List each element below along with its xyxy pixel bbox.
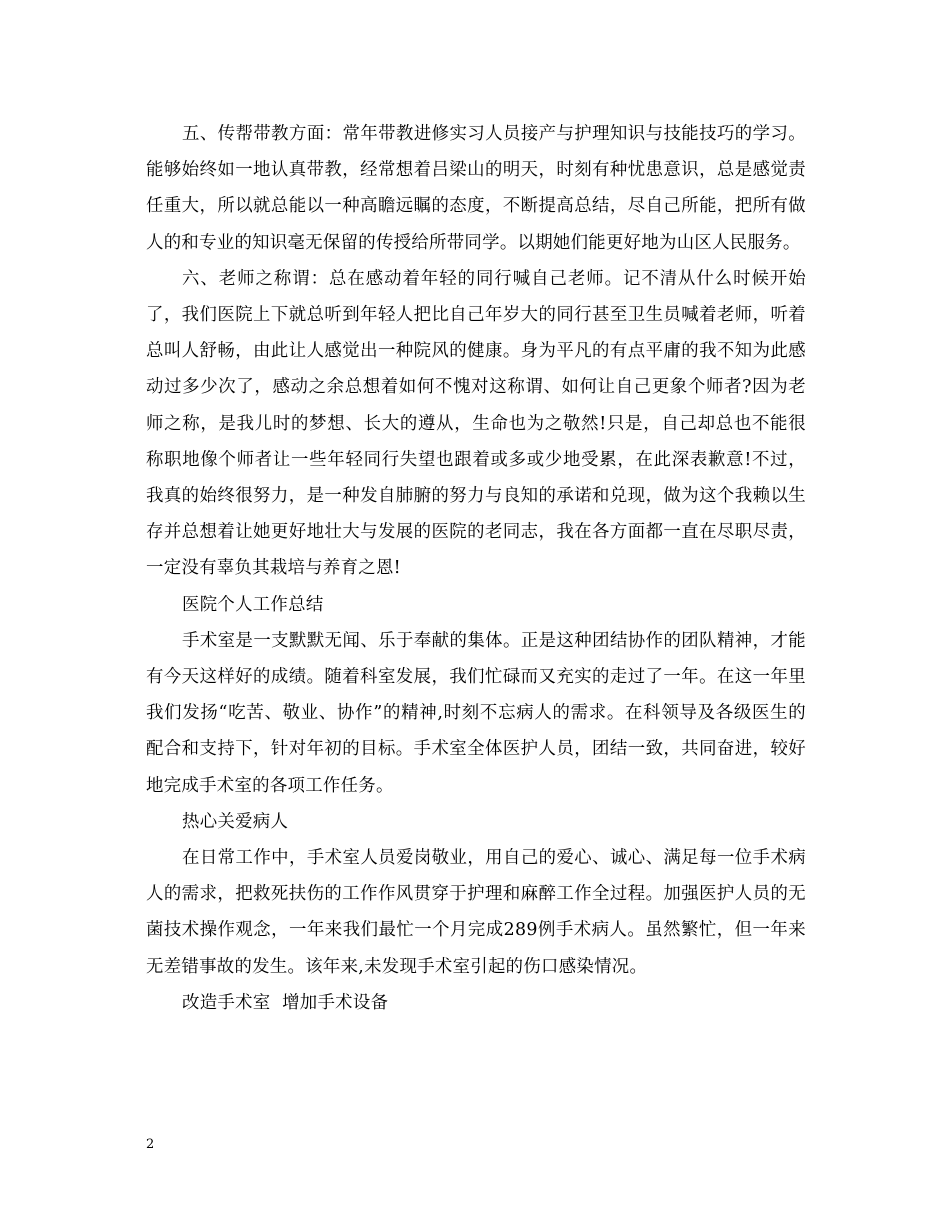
- paragraph-teaching: 五、传帮带教方面：常年带教进修实习人员接产与护理知识与技能技巧的学习。能够始终如一地认真带教，经常想着吕梁山的明天，时刻有种忧患意识，总是感觉责任重大，所以就总能以一种高瞻远瞩的态度，不断提高总结，尽自己所能，把所有做人的和专业的知识毫无保留的传授给所带同学。以期她们能更好地为山区人民服务。: [146, 124, 806, 253]
- paragraph-operating-room-team: 手术室是一支默默无闻、乐于奉献的集体。正是这种团结协作的团队精神，才能有今天这样好的成绩。随着科室发展，我们忙碌而又充实的走过了一年。在这一年里我们发扬“吃苦、敬业、协作”的精神,时刻不忘病人的需求。在科领导及各级医生的配合和支持下，针对年初的目标。手术室全体医护人员，团结一致，共同奋进，较好地完成手术室的各项工作任务。: [146, 630, 806, 796]
- document-body: [146, 116, 806, 1021]
- paragraph-teacher-title: 六、老师之称谓：总在感动着年轻的同行喊自己老师。记不清从什么时候开始了，我们医院上下就总听到年轻人把比自己年岁大的同行甚至卫生员喊着老师，听着总叫人舒畅，由此让人感觉出一种院风的健康。身为平凡的有点平庸的我不知为此感动过多少次了，感动之余总想着如何不愧对这称谓、如何让自己更象个师者?因为老师之称，是我儿时的梦想、长大的遵从，生命也为之敬然!只是，自己却总也不能很称职地像个师者让一些年轻同行失望也跟着或多或少地受累，在此深表歉意!不过，我真的始终很努力，是一种发自肺腑的努力与良知的承诺和兑现，做为这个我赖以生存并总想着让她更好地壮大与发展的医院的老同志，我在各方面都一直在尽职尽责，一定没有辜负其栽培与养育之恩!: [146, 268, 806, 579]
- section-heading-renovation: 改造手术室 增加手术设备: [182, 992, 389, 1013]
- section-heading-care-patients: 热心关爱病人: [182, 811, 289, 832]
- section-heading-hospital-summary: 医院个人工作总结: [182, 594, 324, 615]
- page-number: 2: [146, 1137, 155, 1152]
- paragraph-daily-work: 在日常工作中，手术室人员爱岗敬业，用自己的爱心、诚心、满足每一位手术病人的需求，把救死扶伤的工作作风贯穿于护理和麻醉工作全过程。加强医护人员的无菌技术操作观念，一年来我们最忙一个月完成289例手术病人。虽然繁忙，但一年来无差错事故的发生。该年来,未发现手术室引起的伤口感染情况。: [146, 848, 806, 977]
